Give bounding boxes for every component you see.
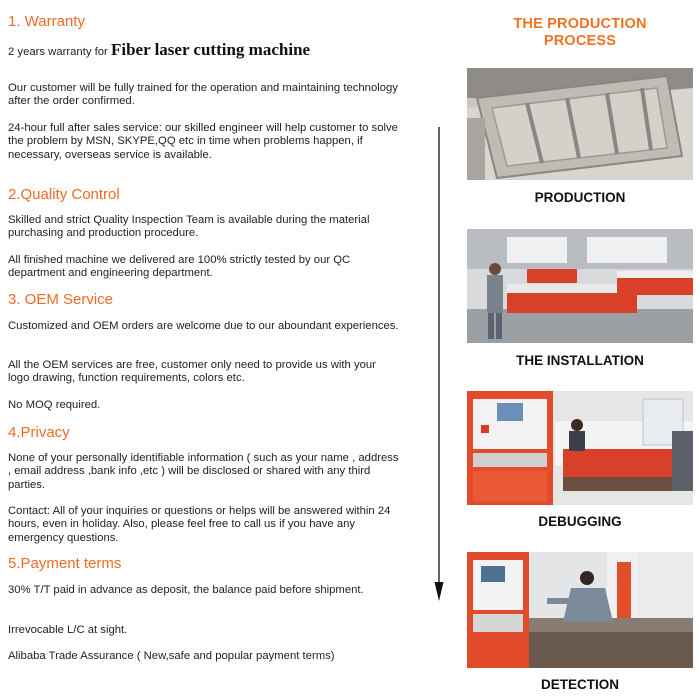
warranty-paragraph-2: 24-hour full after sales service: our skilled engineer will help customer to solve the problem by MSN, SKYPE,QQ etc in time when problems happen, if necessary, overseas service is available. (8, 122, 398, 161)
process-flow-arrow-icon (434, 127, 444, 601)
warranty-subtitle (8, 40, 310, 60)
step-caption-installation: THE INSTALLATION (516, 353, 644, 368)
quality-paragraph-2: All finished machine we delivered are 100% strictly tested by our QC department and engineering department. (8, 254, 351, 280)
payment-paragraph-1: 30% T/T paid in advance as deposit, the balance paid before shipment. (8, 584, 364, 596)
detection-photo (467, 552, 693, 668)
oem-heading: 3. OEM Service (8, 291, 114, 308)
payment-heading: 5.Payment terms (8, 555, 122, 572)
warranty-paragraph-1: Our customer will be fully trained for the operation and maintaining technology after the order confirmed. (8, 82, 398, 108)
warranty-subtitle-small: 2 years warranty for (8, 46, 108, 58)
step-caption-debugging: DEBUGGING (538, 514, 622, 529)
oem-paragraph-1: Customized and OEM orders are welcome due to our aboundant experiences. (8, 320, 399, 332)
process-title-line-1: THE PRODUCTION (513, 16, 647, 32)
installation-photo (467, 229, 693, 343)
step-caption-production: PRODUCTION (534, 190, 626, 205)
process-title-line-2: PROCESS (543, 33, 617, 49)
privacy-paragraph-2: Contact: All of your inquiries or questions or helps will be answered within 24 hours, even in holiday. Also, please feel free to call us if you have any emergency questions. (8, 505, 391, 544)
step-caption-detection: DETECTION (540, 677, 619, 692)
warranty-product-name: Fiber laser cutting machine (110, 40, 311, 59)
production-photo (467, 68, 693, 180)
oem-paragraph-2: All the OEM services are free, customer only need to provide us with your logo drawing, function requirements, colors etc. (8, 359, 376, 385)
debugging-photo (467, 391, 693, 505)
quality-paragraph-1: Skilled and strict Quality Inspection Team is available during the material purchasing and production procedure. (8, 214, 370, 240)
oem-paragraph-3: No MOQ required. (8, 399, 101, 411)
process-title (465, 16, 695, 50)
privacy-paragraph-1: None of your personally identifiable information ( such as your name , address , email address ,bank info ,etc ) will be disclosed or shared with any third parties. (8, 452, 399, 491)
warranty-heading: 1. Warranty (8, 13, 85, 30)
payment-paragraph-2: Irrevocable L/C at sight. (8, 624, 128, 636)
payment-paragraph-3: Alibaba Trade Assurance ( New,safe and popular payment terms) (8, 650, 335, 662)
privacy-heading: 4.Privacy (8, 424, 70, 441)
quality-heading: 2.Quality Control (8, 186, 120, 203)
